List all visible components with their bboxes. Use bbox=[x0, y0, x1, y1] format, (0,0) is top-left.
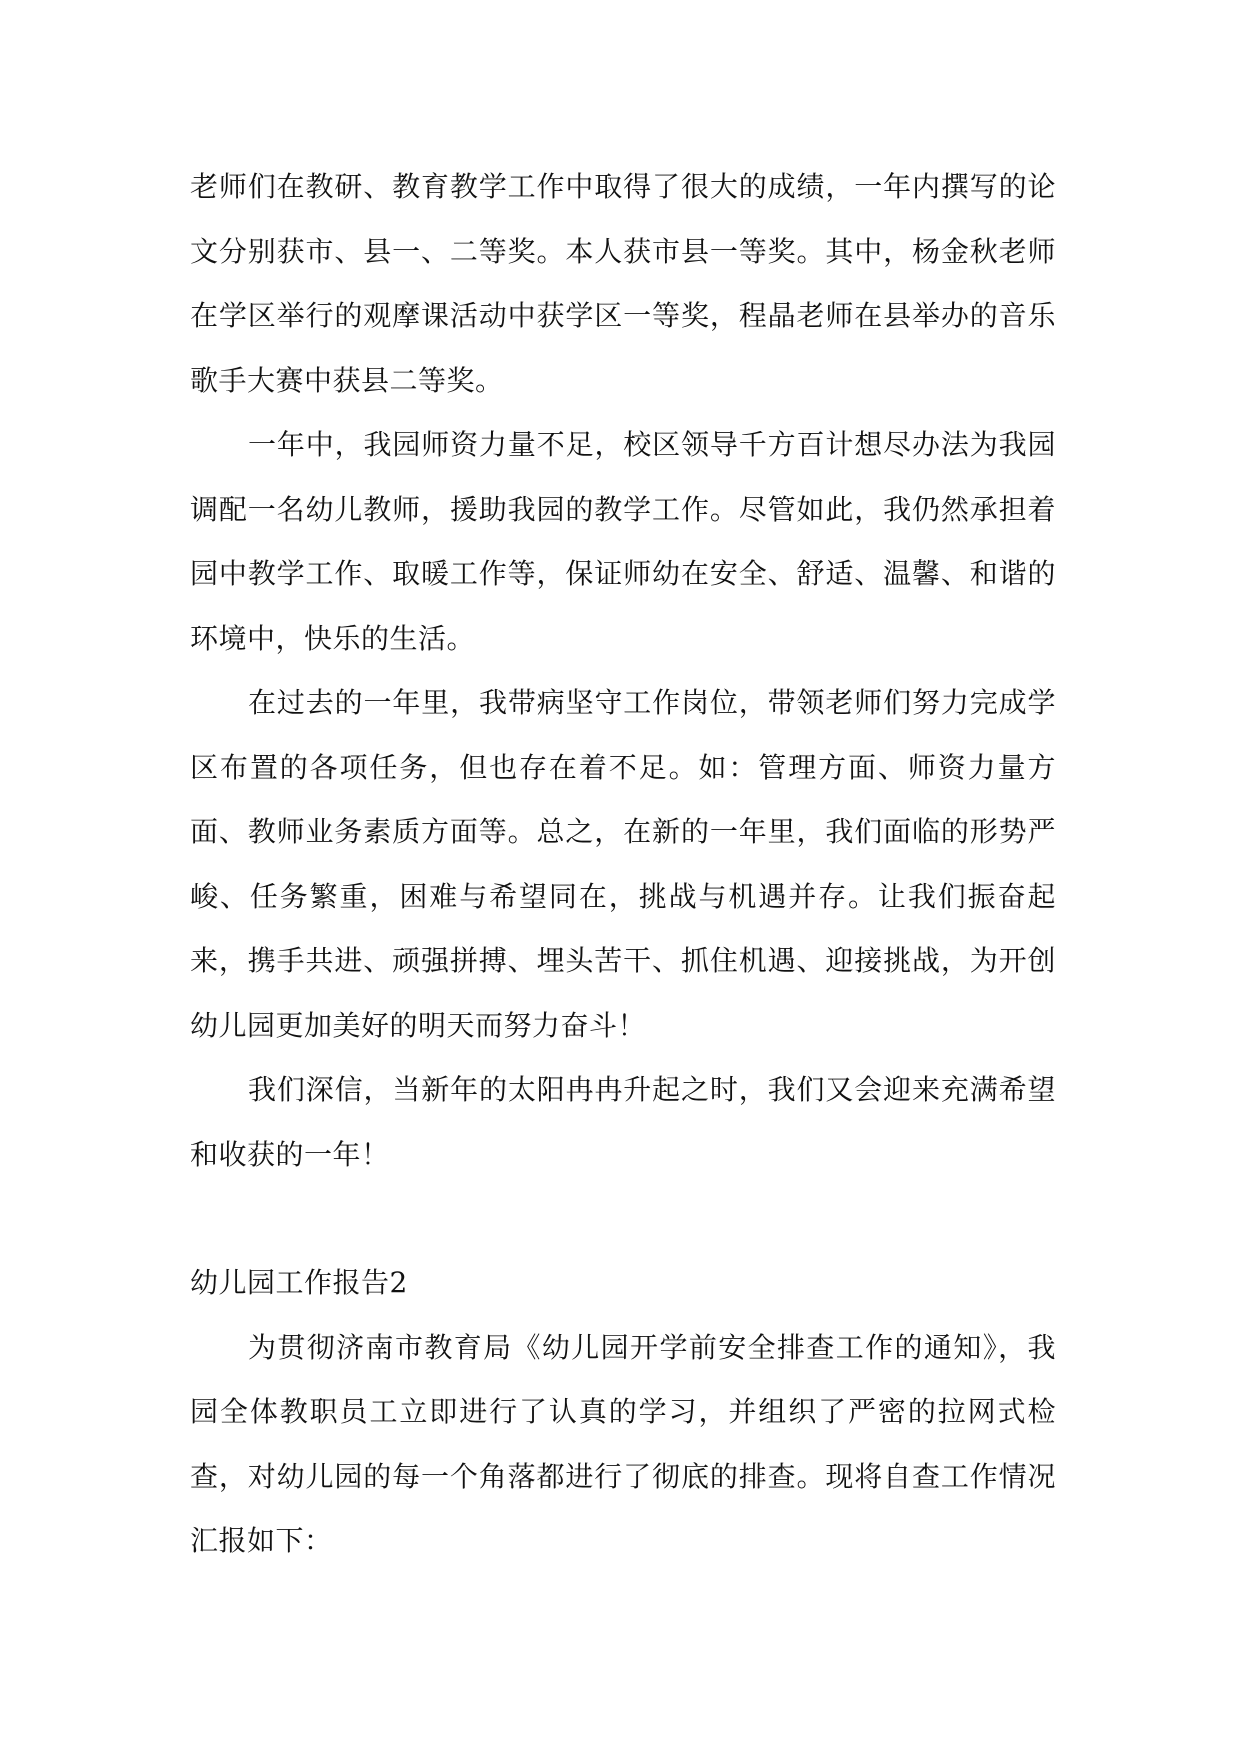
document-page bbox=[190, 155, 1056, 1574]
paragraph-achievements: 老师们在教研、教育教学工作中取得了很大的成绩，一年内撰写的论文分别获市、县一、二等奖。本人获市县一等奖。其中，杨金秋老师在学区举行的观摩课活动中获学区一等奖，程晶老师在县举办的音乐歌手大赛中获县二等奖。 bbox=[190, 170, 1056, 397]
paragraph-closing: 我们深信，当新年的太阳冉冉升起之时，我们又会迎来充满希望和收获的一年！ bbox=[190, 1073, 1056, 1171]
paragraph-summary: 在过去的一年里，我带病坚守工作岗位，带领老师们努力完成学区布置的各项任务，但也存在着不足。如：管理方面、师资力量方面、教师业务素质方面等。总之，在新的一年里，我们面临的形势严峻、任务繁重，困难与希望同在，挑战与机遇并存。让我们振奋起来，携手共进、顽强拼搏、埋头苦干、抓住机遇、迎接挑战，为开创幼儿园更加美好的明天而努力奋斗！ bbox=[190, 686, 1056, 1042]
paragraph-safety-inspection: 为贯彻济南市教育局《幼儿园开学前安全排查工作的通知》，我园全体教职员工立即进行了认真的学习，并组织了严密的拉网式检查，对幼儿园的每一个角落都进行了彻底的排查。现将自查工作情况汇报如下： bbox=[190, 1330, 1056, 1557]
section-title: 幼儿园工作报告2 bbox=[190, 1266, 408, 1299]
paragraph-staffing: 一年中，我园师资力量不足，校区领导千方百计想尽办法为我园调配一名幼儿教师，援助我园的教学工作。尽管如此，我仍然承担着园中教学工作、取暖工作等，保证师幼在安全、舒适、温馨、和谐的环境中，快乐的生活。 bbox=[190, 428, 1056, 655]
